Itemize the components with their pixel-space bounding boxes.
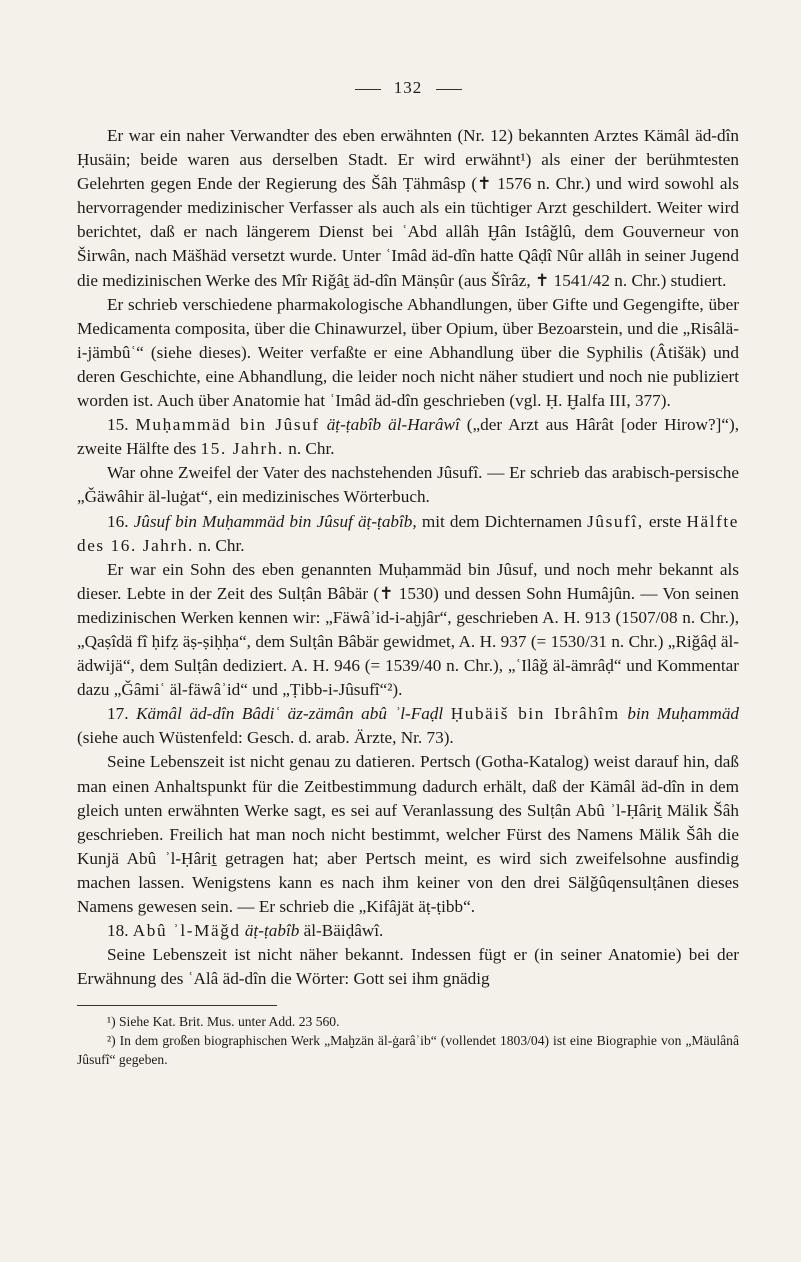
entry-17-rest: (siehe auch Wüstenfeld: Gesch. d. arab. Ärzte, Nr. 73). bbox=[77, 728, 454, 748]
entry-16-rest3: n. Chr. bbox=[193, 535, 245, 555]
footnotes bbox=[77, 1012, 739, 1069]
entry-18-text: Seine Lebenszeit ist nicht näher bekannt. Indessen fügt er (in seiner Anatomie) bei der Erwähnung des ʿAlâ äd-dîn die Wörter: Gott sei ihm gnädig bbox=[77, 945, 739, 989]
paragraph-2: Er schrieb verschiedene pharmakologische Abhandlungen, über Gifte und Gegengifte, über Medicamenta composita, über die Chinawurzel, über Opium, über Bezoarstein, und die „Risâlä-i-jämbûʿ“ (siehe dieses). Weiter verfaßte er eine Abhandlung über die Syphilis (Âtišäk) und deren Geschichte, eine Abhandlung, die leider noch nicht näher studiert und noch nie publiziert worden ist. Auch über Anatomie hat ʿImâd äd-dîn geschrieben (vgl. Ḥ. Ḫalfa III, 377). bbox=[77, 294, 739, 411]
entry-15-title: äṭ-ṭabîb äl-Harâwî bbox=[326, 415, 460, 435]
footnote-1: ¹) Siehe Kat. Brit. Mus. unter Add. 23 560. bbox=[107, 1014, 340, 1030]
entry-15-century: 15. Jahrh. bbox=[200, 439, 284, 459]
entry-16-pen-name: Jûsufî, bbox=[587, 511, 644, 531]
page-header bbox=[77, 78, 739, 98]
entry-17-title: Kämâl äd-dîn Bâdiʿ äz-zämân abû ʾl-Faḍl bbox=[136, 704, 444, 724]
main-text bbox=[77, 124, 739, 991]
entry-15-number: 15. bbox=[107, 415, 129, 435]
entry-15-heading bbox=[77, 413, 739, 461]
entry-17-title2: bin Muḥammäd bbox=[627, 704, 740, 724]
entry-16-text: Er war ein Sohn des eben genannten Muḥammäd bin Jûsuf, und noch mehr bekannt als dieser. Lebte in der Zeit des Sulṭân Bâbär (✝ 1530) und dessen Sohn Humâjûn. — Von seinen medizinischen Werken kennen wir: „Fäwâʾid-i-aḫjâr“, geschrieben A. H. 913 (1507/08 n. Chr.), „Qaṣîdä fî ḥifẓ äṣ-ṣiḥḥa“, dem Sulṭân Bâbär gewidmet, A. H. 937 (= 1530/31 n. Chr.) „Riǧâḍ äl-ädwijä“, dem Sulṭân dediziert. A. H. 946 (= 1539/40 n. Chr.), „ʿIlâǧ äl-ämrâḍ“ und Kommentar dazu „Ǧâmiʿ äl-fäwâʾid“ und „Ṭibb-i-Jûsufî“²). bbox=[77, 559, 739, 700]
entry-16-century: Hälfte des 16. Jahrh. bbox=[77, 511, 739, 555]
entry-15-rest: („der Arzt aus Hârât [oder Hirow?]“), zweite Hälfte des bbox=[77, 415, 740, 459]
entry-17-number: 17. bbox=[107, 704, 129, 724]
header-dash-left bbox=[355, 89, 381, 90]
entry-18-rest: äl-Bäiḍâwî. bbox=[299, 921, 384, 941]
paragraph-1: Er war ein naher Verwandter des eben erwähnten (Nr. 12) bekannten Arztes Kämâl äd-dîn Ḥusäin; beide waren aus derselben Stadt. Er wird erwähnt¹) als einer der berühmtesten Gelehrten gegen Ende der Regierung des Šâh Ṭähmâsp (✝ 1576 n. Chr.) und wird sowohl als hervorragender medizinischer Verfasser als auch als ein tüchtiger Arzt geschildert. Weiter wird berichtet, daß er nach längerem Dienst bei ʿAbd allâh Ḫân Istâǧlû, dem Gouverneur von Širwân, nach Mäšhäd versetzt wurde. Unter ʿImâd äd-dîn hatte Qâḍî Nûr allâh in seiner Jugend die medizinischen Werke des Mîr Riǧâṯ äd-dîn Mänṣûr (aus Šîrâz, ✝ 1541/42 n. Chr.) studiert. bbox=[77, 126, 739, 290]
page-number: 132 bbox=[393, 78, 423, 97]
footnote-rule bbox=[77, 1005, 277, 1006]
entry-15-rest2: n. Chr. bbox=[283, 439, 335, 459]
header-dash-right bbox=[436, 89, 462, 90]
footnote-2: ²) In dem großen biographischen Werk „Maḫzän äl-ġarâʾib“ (vollendet 1803/04) ist eine Biographie von „Mäulânâ Jûsufî“ gegeben. bbox=[77, 1033, 739, 1068]
entry-17-heading bbox=[77, 702, 739, 750]
entry-16-rest: mit dem Dichternamen bbox=[416, 511, 588, 531]
entry-18-name: Abû ʾl-Mäǧd bbox=[132, 921, 241, 941]
entry-16-title: Jûsuf bin Muḥammäd bin Jûsuf äṭ-ṭabîb, bbox=[133, 511, 417, 531]
entry-15-text: War ohne Zweifel der Vater des nachstehenden Jûsufî. — Er schrieb das arabisch-persische „Ǧäwâhir äl-luġat“, ein medizinisches Wörterbuch. bbox=[77, 463, 739, 507]
entry-18-heading bbox=[77, 919, 739, 943]
entry-16-rest2: erste bbox=[643, 511, 687, 531]
entry-15-name: Muḥammäd bin Jûsuf bbox=[135, 415, 320, 435]
entry-18-number: 18. bbox=[107, 921, 129, 941]
entry-18-title: äṭ-ṭabîb bbox=[244, 921, 300, 941]
entry-16-heading bbox=[77, 510, 739, 558]
entry-17-name: Ḥubäiš bin Ibrâhîm bbox=[450, 704, 620, 724]
entry-16-number: 16. bbox=[107, 511, 129, 531]
entry-17-text: Seine Lebenszeit ist nicht genau zu datieren. Pertsch (Gotha-Katalog) weist darauf hin, daß man einen Anhaltspunkt für die Zeitbestimmung dadurch erhält, daß der Kämâl äd-dîn in dem gleich unten erwähnten Werke sagt, es sei auf Veranlassung des Sulṭân Abû ʾl-Ḥâriṯ Mälik Šâh geschrieben. Freilich hat man noch nicht bestimmt, welcher Fürst des Namens Mälik Šâh die Kunjä Abû ʾl-Ḥâriṯ getragen hat; aber Pertsch meint, es wird sich zweifelsohne ausfindig machen lassen. Wenigstens kann es nach ihm keiner von den drei Sälǧûqensulṭânen dieses Namens gewesen sein. — Er schrieb die „Kifâjät äṭ-ṭibb“. bbox=[77, 752, 739, 916]
